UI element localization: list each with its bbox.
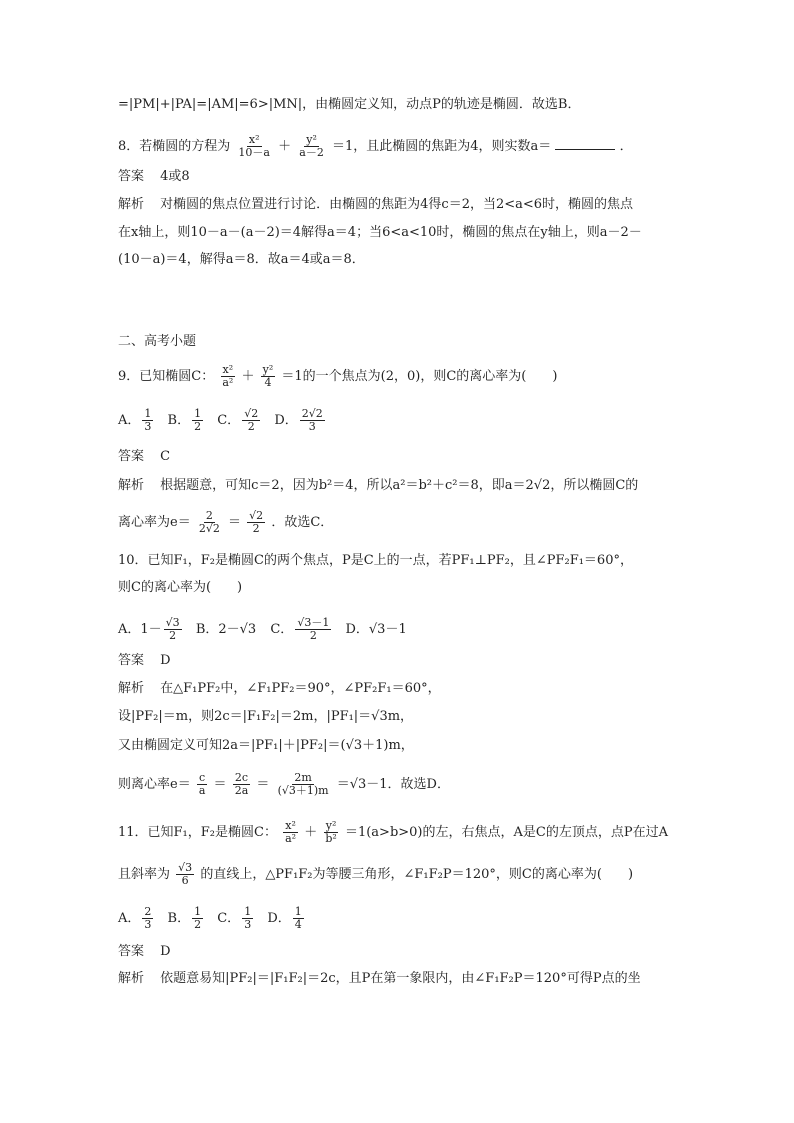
option-d: D．√3－1 bbox=[345, 622, 407, 637]
denominator: 6 bbox=[181, 874, 189, 887]
option-d-value bbox=[300, 408, 325, 433]
text-span: ＝1的一个焦点为(2，0)，则C的离心率为( ) bbox=[281, 369, 558, 384]
question-11 bbox=[118, 820, 688, 845]
option-a-label: A．1－ bbox=[118, 622, 162, 637]
explanation-10 bbox=[118, 680, 688, 698]
question-9 bbox=[118, 364, 688, 389]
numerator: x² bbox=[248, 133, 260, 146]
denominator: 3 bbox=[144, 420, 152, 433]
question-10: 10．已知F₁，F₂是椭圆C的两个焦点，P是C上的一点，若PF₁⊥PF₂，且∠PF₂F₁＝60°， bbox=[118, 553, 633, 568]
operator: ＋ bbox=[278, 139, 292, 154]
denominator: (√3＋1)m bbox=[277, 784, 329, 797]
fraction bbox=[247, 510, 265, 535]
numerator: y² bbox=[306, 133, 317, 146]
option-c-value bbox=[242, 408, 260, 433]
operator: ＝ bbox=[256, 777, 270, 792]
text-span: ＝1，且此椭圆的焦距为4，则实数a＝ bbox=[331, 139, 552, 154]
fraction bbox=[197, 772, 208, 797]
text-span: 根据题意，可知c＝2，因为b²＝4，所以a²＝b²＋c²＝8，即a＝2√2，所以椭圆C的 bbox=[160, 478, 639, 493]
explanation-8 bbox=[118, 196, 688, 214]
numerator: 1 bbox=[294, 905, 302, 918]
text-line bbox=[118, 510, 688, 535]
text-span: 8．若椭圆的方程为 bbox=[118, 139, 231, 154]
answer-11 bbox=[118, 943, 688, 961]
operator: ＝ bbox=[228, 515, 242, 530]
denominator: 2 bbox=[252, 522, 260, 535]
numerator: x² bbox=[285, 819, 296, 832]
option-c-value bbox=[295, 617, 331, 642]
numerator: √3 bbox=[165, 616, 180, 629]
text-line: 设|PF₂|＝m，则2c＝|F₁F₂|＝2m，|PF₁|＝√3m， bbox=[118, 709, 414, 724]
text-span: ＝√3－1．故选D． bbox=[336, 777, 450, 792]
denominator: 3 bbox=[144, 918, 152, 931]
text-span: 且斜率为 bbox=[118, 867, 171, 882]
denominator: 2 bbox=[309, 629, 317, 642]
fraction bbox=[261, 364, 276, 389]
fraction bbox=[197, 510, 222, 535]
numerator: 2√2 bbox=[301, 407, 323, 420]
options-11 bbox=[118, 906, 688, 931]
operator: ＝ bbox=[213, 777, 227, 792]
text-span: 的直线上，△PF₁F₂为等腰三角形，∠F₁F₂P＝120°，则C的离心率为( ) bbox=[200, 867, 634, 882]
denominator: a² bbox=[222, 376, 234, 389]
denominator: a bbox=[198, 784, 206, 797]
explanation-label: 解析 bbox=[118, 681, 145, 696]
numerator: 2c bbox=[234, 771, 249, 784]
question-8 bbox=[118, 134, 688, 159]
denominator: 3 bbox=[308, 420, 316, 433]
denominator: 2√2 bbox=[198, 522, 220, 535]
denominator: 10－a bbox=[238, 146, 270, 159]
option-b-value bbox=[192, 906, 203, 931]
fraction bbox=[297, 134, 326, 159]
denominator: 2a bbox=[234, 784, 249, 797]
option-d-label: D． bbox=[274, 413, 298, 428]
fraction bbox=[233, 772, 251, 797]
denominator: a－2 bbox=[299, 146, 324, 159]
answer-label: 答案 bbox=[118, 449, 145, 464]
numerator: y² bbox=[325, 819, 337, 832]
numerator: 1 bbox=[144, 407, 152, 420]
text-line: =|PM|+|PA|=|AM|=6>|MN|，由椭圆定义知，动点P的轨迹是椭圆．故选B． bbox=[118, 97, 581, 112]
text-span: ． bbox=[619, 139, 633, 154]
explanation-label: 解析 bbox=[118, 971, 145, 986]
text-span: 在△F₁PF₂中，∠F₁PF₂＝90°，∠PF₂F₁＝60°， bbox=[160, 681, 441, 696]
denominator: 2 bbox=[194, 420, 202, 433]
fraction bbox=[276, 772, 331, 797]
operator: ＋ bbox=[304, 825, 318, 840]
numerator: √3 bbox=[178, 861, 193, 874]
option-a-label: A． bbox=[118, 413, 141, 428]
numerator: y² bbox=[262, 363, 274, 376]
answer-value: 4或8 bbox=[160, 169, 190, 184]
text-span: ．故选C． bbox=[271, 515, 334, 530]
explanation-11 bbox=[118, 970, 688, 988]
denominator: 4 bbox=[264, 376, 272, 389]
options-9 bbox=[118, 408, 688, 433]
denominator: b² bbox=[325, 832, 337, 845]
text-line bbox=[118, 772, 688, 797]
option-b-value bbox=[192, 408, 203, 433]
text-line: (10－a)＝4，解得a＝8．故a＝4或a＝8． bbox=[118, 252, 365, 267]
answer-label: 答案 bbox=[118, 944, 145, 959]
text-line: 在x轴上，则10－a－(a－2)＝4解得a＝4；当6<a<10时，椭圆的焦点在y轴上，则a－2－ bbox=[118, 225, 642, 240]
numerator: 2 bbox=[205, 509, 213, 522]
option-b-label: B． bbox=[167, 413, 191, 428]
fraction bbox=[283, 820, 298, 845]
option-c-label: C． bbox=[270, 622, 294, 637]
answer-label: 答案 bbox=[118, 169, 145, 184]
denominator: 3 bbox=[244, 918, 252, 931]
explanation-label: 解析 bbox=[118, 197, 145, 212]
numerator: 1 bbox=[194, 407, 202, 420]
option-a-label: A． bbox=[118, 911, 141, 926]
denominator: 2 bbox=[169, 629, 177, 642]
section-heading: 二、高考小题 bbox=[118, 334, 197, 349]
option-a-value bbox=[142, 906, 153, 931]
explanation-label: 解析 bbox=[118, 478, 145, 493]
numerator: c bbox=[199, 771, 206, 784]
explanation-9 bbox=[118, 477, 688, 495]
operator: ＋ bbox=[241, 369, 255, 384]
denominator: 4 bbox=[294, 918, 302, 931]
answer-value: D bbox=[160, 944, 171, 959]
option-c-value bbox=[242, 906, 253, 931]
answer-9 bbox=[118, 448, 688, 466]
answer-8 bbox=[118, 168, 688, 186]
numerator: √3－1 bbox=[297, 616, 330, 629]
options-10 bbox=[118, 617, 688, 642]
option-b: B．2－√3 bbox=[195, 622, 257, 637]
option-c-label: C． bbox=[217, 911, 241, 926]
numerator: √2 bbox=[249, 509, 264, 522]
text-span: 9．已知椭圆C： bbox=[118, 369, 215, 384]
fraction bbox=[323, 820, 338, 845]
answer-value: D bbox=[160, 653, 171, 668]
answer-blank bbox=[555, 137, 615, 150]
answer-label: 答案 bbox=[118, 653, 145, 668]
numerator: 2 bbox=[144, 905, 152, 918]
fraction bbox=[176, 862, 194, 887]
denominator: 2 bbox=[247, 420, 255, 433]
option-a-value bbox=[164, 617, 182, 642]
option-a-value bbox=[142, 408, 153, 433]
text-line bbox=[118, 862, 688, 887]
fraction bbox=[220, 364, 235, 389]
text-span: 离心率为e＝ bbox=[118, 515, 191, 530]
option-c-label: C． bbox=[217, 413, 241, 428]
text-line: 又由椭圆定义可知2a＝|PF₁|＋|PF₂|＝(√3＋1)m， bbox=[118, 738, 414, 753]
numerator: 2m bbox=[294, 771, 312, 784]
numerator: 1 bbox=[194, 905, 202, 918]
numerator: 1 bbox=[244, 905, 252, 918]
text-span: 依题意易知|PF₂|＝|F₁F₂|＝2c，且P在第一象限内，由∠F₁F₂P＝120°可得P点的坐 bbox=[160, 971, 641, 986]
fraction bbox=[236, 134, 272, 159]
text-span: 则离心率e＝ bbox=[118, 777, 191, 792]
option-b-label: B． bbox=[167, 911, 191, 926]
denominator: 2 bbox=[194, 918, 202, 931]
option-d-value bbox=[293, 906, 304, 931]
option-d-label: D． bbox=[267, 911, 291, 926]
text-line: 则C的离心率为( ) bbox=[118, 580, 243, 595]
text-span: 11．已知F₁，F₂是椭圆C： bbox=[118, 825, 277, 840]
denominator: a² bbox=[285, 832, 297, 845]
answer-10 bbox=[118, 652, 688, 670]
text-span: 对椭圆的焦点位置进行讨论．由椭圆的焦距为4得c＝2，当2<a<6时，椭圆的焦点 bbox=[160, 197, 634, 212]
text-span: ＝1(a>b>0)的左，右焦点，A是C的左顶点，点P在过A bbox=[344, 825, 668, 840]
numerator: x² bbox=[222, 363, 234, 376]
numerator: √2 bbox=[244, 407, 259, 420]
answer-value: C bbox=[160, 449, 171, 464]
